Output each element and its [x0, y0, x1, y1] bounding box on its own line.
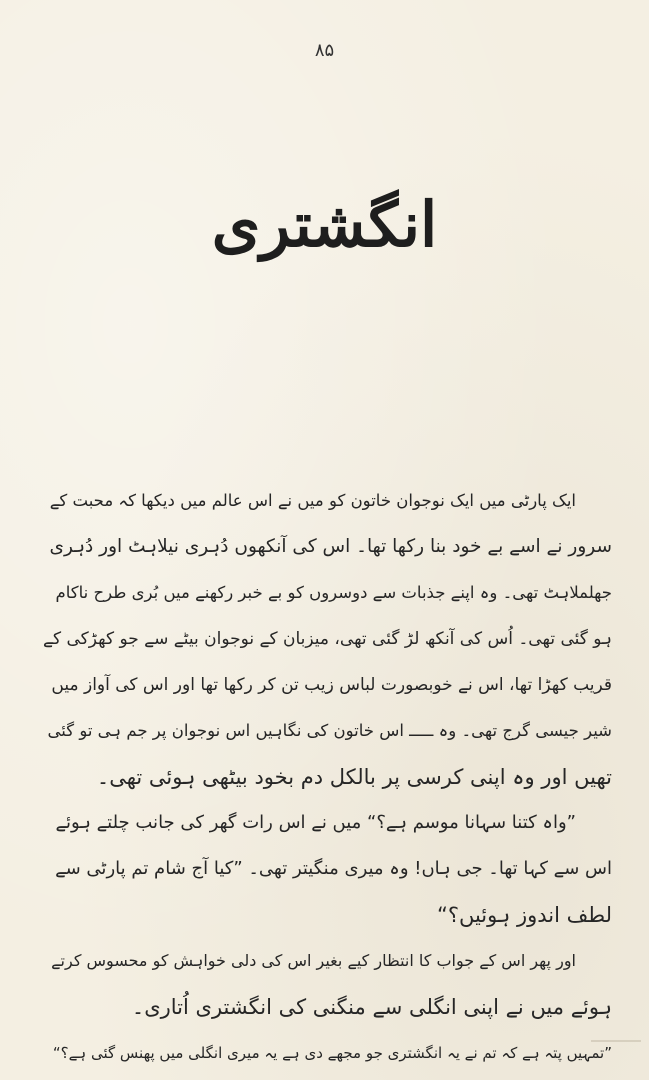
body-text	[42, 478, 612, 1076]
text-line: سرور نے اسے بے خود بنا رکھا تھا۔ اس کی آنکھوں دُہری نیلاہٹ اور دُہری	[49, 536, 612, 557]
text-line: ”واہ کتنا سہانا موسم ہے؟“ میں نے اس رات گھر کی جانب چلتے ہوئے	[55, 812, 576, 833]
text-line: لطف اندوز ہوئیں؟“	[436, 903, 612, 927]
text-line: ہو گئی تھی۔ اُس کی آنکھ لڑ گئی تھی، میزبان کے نوجوان بیٹے سے جو کھڑکی کے	[43, 629, 612, 649]
text-line: ہوئے میں نے اپنی انگلی سے منگنی کی انگشتری اُتاری۔	[131, 995, 612, 1019]
page-number: ۸۵	[314, 40, 335, 61]
chapter-title: انگشتری	[211, 188, 438, 261]
text-line: شیر جیسی گرج تھی۔ وہ ـــــ اس خاتون کی نگاہیں اس نوجوان پر جم ہی تو گئی	[47, 721, 612, 740]
text-line: اس سے کہا تھا۔ جی ہاں! وہ میری منگیتر تھی۔ ”کیا آج شام تم پارٹی سے	[55, 858, 612, 879]
text-line: ”تمہیں پتہ ہے کہ تم نے یہ انگشتری جو مجھے دی ہے یہ میری انگلی میں پھنس گئی ہے؟“	[52, 1044, 612, 1062]
text-line: تھیں اور وہ اپنی کرسی پر بالکل دم بخود بیٹھی ہوئی تھی۔	[96, 765, 612, 789]
text-line: ایک پارٹی میں ایک نوجوان خاتون کو میں نے اس عالم میں دیکھا کہ محبت کے	[49, 491, 576, 510]
text-line: جھلملاہٹ تھی۔ وہ اپنے جذبات سے دوسروں کو بے خبر رکھنے میں بُری طرح ناکام	[55, 583, 612, 602]
text-line: اور پھر اس کے جواب کا انتظار کیے بغیر اس کی دلی خواہش کو محسوس کرتے	[51, 951, 576, 970]
page-edge-mark	[591, 1040, 641, 1042]
text-line: قریب کھڑا تھا، اس نے خوبصورت لباس زیب تن کر رکھا تھا اور اس کی آواز میں	[51, 675, 612, 695]
